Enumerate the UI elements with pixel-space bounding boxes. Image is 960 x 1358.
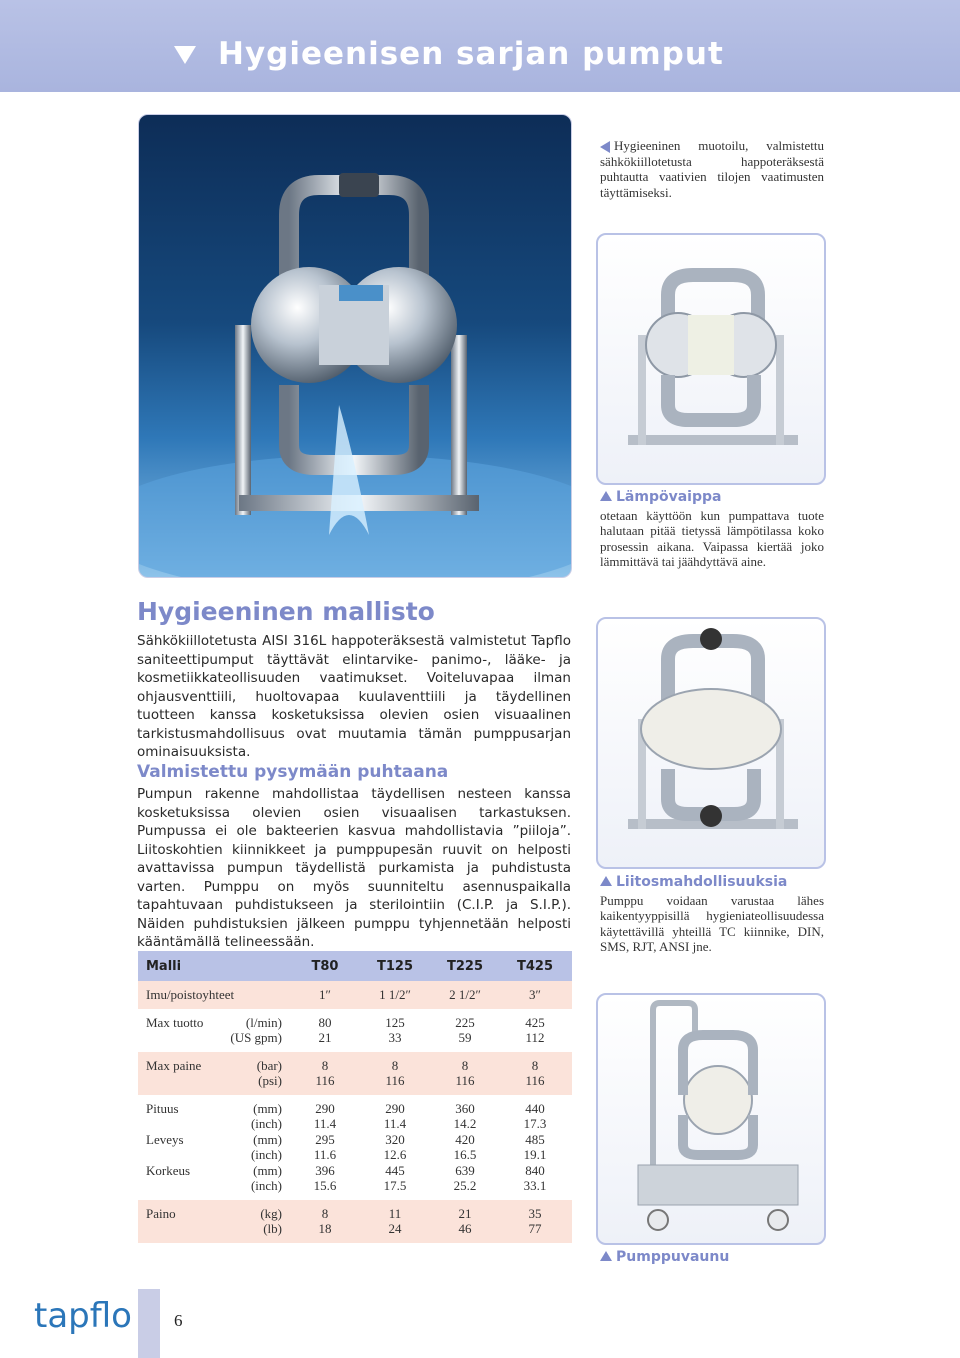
pump-photo-cart <box>596 993 826 1245</box>
footer-accent-bar <box>138 1289 160 1358</box>
column-header-model: Malli <box>146 958 182 974</box>
unit-label: (bar) <box>256 1057 282 1073</box>
triangle-down-icon <box>174 46 196 64</box>
triangle-up-icon <box>600 491 612 501</box>
table-cell: 295 <box>315 1131 335 1147</box>
table-row <box>138 1116 572 1132</box>
caption-text: Pumppu voidaan varustaa lähes kaikentyyppisillä hygieniateollisuudessa käytettävillä yhteillä TC kiinnike, DIN, SMS, RJT, ANSI jne. <box>600 892 824 954</box>
section-title-hygienic-range: Hygieeninen mallisto <box>137 597 435 626</box>
table-cell: 1″ <box>319 987 331 1002</box>
table-row <box>138 1147 572 1163</box>
table-cell: 485 <box>525 1131 545 1147</box>
table-cell: 445 <box>385 1162 405 1178</box>
row-label: Max paine <box>146 1057 202 1073</box>
row-label <box>138 1073 230 1089</box>
table-row-group <box>138 981 572 1009</box>
row-label <box>138 1116 230 1132</box>
table-cell: 112 <box>525 1030 545 1045</box>
pump-photo-heating-jacket <box>596 233 826 485</box>
row-label: Imu/poistoyhteet <box>146 987 235 1002</box>
table-row-group <box>138 1095 572 1200</box>
caption-title <box>600 875 824 891</box>
table-row <box>138 1206 572 1222</box>
row-label <box>138 1221 230 1237</box>
unit-label: (US gpm) <box>230 1030 282 1045</box>
table-cell: 225 <box>455 1014 475 1030</box>
table-cell: 16.5 <box>453 1147 477 1162</box>
table-cell: 77 <box>528 1221 542 1236</box>
unit-label: (kg) <box>260 1205 282 1221</box>
table-cell: 17.5 <box>383 1178 407 1193</box>
table-cell: 21 <box>458 1205 472 1221</box>
unit-label: (lb) <box>263 1221 282 1236</box>
table-cell: 320 <box>385 1131 405 1147</box>
page-number: 6 <box>174 1311 183 1330</box>
table-cell: 440 <box>525 1100 545 1116</box>
table-cell: 396 <box>315 1162 335 1178</box>
row-label <box>138 1178 230 1194</box>
table-cell: 8 <box>391 1057 399 1073</box>
table-cell: 116 <box>525 1073 545 1088</box>
table-cell: 19.1 <box>523 1147 547 1162</box>
table-cell: 360 <box>455 1100 475 1116</box>
table-row <box>138 1030 572 1046</box>
table-cell: 840 <box>525 1162 545 1178</box>
table-cell: 33.1 <box>523 1178 547 1193</box>
caption-title-text: Liitosmahdollisuuksia <box>616 874 788 890</box>
table-cell: 24 <box>388 1221 402 1236</box>
table-cell: 59 <box>458 1030 472 1045</box>
row-label: Pituus <box>146 1100 179 1116</box>
table-cell: 35 <box>528 1205 542 1221</box>
table-cell: 11.4 <box>313 1116 337 1131</box>
table-cell: 2 1/2″ <box>449 987 481 1002</box>
caption-text: Hygieeninen muotoilu, valmistettu sähkökiillotetusta happoteräksestä puhtautta vaativien tilojen vaatimusten täyttämiseksi. <box>600 138 824 200</box>
table-body <box>138 981 572 1243</box>
table-cell: 33 <box>388 1030 402 1045</box>
triangle-up-icon <box>600 876 612 886</box>
table-row <box>138 1101 572 1117</box>
specifications-table <box>138 951 572 1243</box>
unit-label: (inch) <box>250 1147 282 1162</box>
row-label <box>138 1147 230 1163</box>
table-row <box>138 1015 572 1031</box>
table-cell: 11.4 <box>383 1116 407 1131</box>
unit-label: (inch) <box>250 1178 282 1193</box>
table-row <box>138 1058 572 1074</box>
table-cell: 290 <box>315 1100 335 1116</box>
table-cell: 11 <box>388 1205 402 1221</box>
table-row <box>138 1073 572 1089</box>
table-cell: 12.6 <box>383 1147 407 1162</box>
table-cell: 8 <box>321 1205 329 1221</box>
caption-title <box>600 490 824 506</box>
unit-label <box>230 987 290 1003</box>
triangle-up-icon <box>600 1251 612 1261</box>
caption-title-text: Lämpövaippa <box>616 489 722 505</box>
heating-jacket-pump-illustration <box>598 235 824 483</box>
table-cell: 15.6 <box>313 1178 337 1193</box>
table-cell: 1 1/2″ <box>379 987 411 1002</box>
unit-label: (inch) <box>250 1116 282 1131</box>
caption-text: otetaan käyttöön kun pumpattava tuote halutaan pitää tietyssä lämpötilassa koko prosessin aikana. Vaipassa kiertää joko lämmittävä tai jäähdyttävä aine. <box>600 507 824 569</box>
pump-photo-connections <box>596 617 826 869</box>
table-cell: 116 <box>315 1073 335 1088</box>
caption-hygienic-design <box>600 138 824 200</box>
table-cell: 425 <box>525 1014 545 1030</box>
table-cell: 25.2 <box>453 1178 477 1193</box>
table-cell: 17.3 <box>523 1116 547 1131</box>
caption-connections <box>600 875 824 955</box>
tapflo-logo: tapflo <box>34 1296 132 1336</box>
pump-cart-illustration <box>598 995 824 1243</box>
section-body-hygienic-range: Sähkökiillotetusta AISI 316L happoteräksestä valmistetut Tapflo saniteettipumput täyttävät elintarvike- panimo-, lääke- ja kosmetiikkateollisuuden vaatimukset. Voiteluvapaa ilman ohjausventtiili, huoltovapaa kuulaventtiili ja täydellinen tuotteen kanssa kosketuksissa olevien osien visuaalinen tarkistusmahdollisuus ovat muutamia tämän pumppusarjan ominaisuuksista. <box>137 633 571 760</box>
table-cell: 14.2 <box>453 1116 477 1131</box>
column-header-t125: T125 <box>376 958 413 974</box>
table-cell: 290 <box>385 1100 405 1116</box>
table-cell: 116 <box>455 1073 475 1088</box>
table-row <box>138 1132 572 1148</box>
table-cell: 80 <box>318 1014 332 1030</box>
column-header-t425: T425 <box>516 958 553 974</box>
table-cell: 116 <box>385 1073 405 1088</box>
table-row-group <box>138 1200 572 1243</box>
table-cell: 125 <box>385 1014 405 1030</box>
table-cell: 21 <box>318 1030 332 1045</box>
table-cell: 8 <box>461 1057 469 1073</box>
caption-title-text: Pumppuvaunu <box>616 1249 730 1265</box>
connections-pump-illustration <box>598 619 824 867</box>
table-cell: 8 <box>321 1057 329 1073</box>
row-label: Leveys <box>146 1131 184 1147</box>
table-row-group <box>138 1009 572 1052</box>
table-header-row <box>138 951 572 981</box>
caption-title <box>600 1250 824 1266</box>
caption-heating-jacket <box>600 490 824 570</box>
page-title: Hygieenisen sarjan pumput <box>218 36 724 72</box>
row-label <box>138 1030 230 1046</box>
unit-label: (mm) <box>253 1100 282 1116</box>
table-row <box>138 1178 572 1194</box>
table-row <box>138 987 572 1003</box>
table-cell: 420 <box>455 1131 475 1147</box>
row-label: Max tuotto <box>146 1014 204 1030</box>
table-cell: 11.6 <box>313 1147 337 1162</box>
caption-cart <box>600 1250 824 1268</box>
column-header-t225: T225 <box>446 958 483 974</box>
table-row <box>138 1163 572 1179</box>
table-cell: 3″ <box>529 987 541 1002</box>
pump-photo-main <box>138 114 572 578</box>
row-label: Korkeus <box>146 1162 191 1178</box>
section-title-stays-clean: Valmistettu pysymään puhtaana <box>137 762 449 782</box>
unit-label: (l/min) <box>245 1014 282 1030</box>
pump-illustration <box>139 115 571 577</box>
triangle-left-icon <box>600 141 610 153</box>
unit-label: (mm) <box>253 1162 282 1178</box>
section-body-stays-clean: Pumpun rakenne mahdollistaa täydellisen nesteen kanssa kosketuksissa olevien osien visuaalisen tarkastuksen. Pumpussa ei ole bakteerien kasvua mahdollistavia ”piiloja”. Liitoskohtien kiinnikkeet ja pumppupesän ruuvit on helposti avattavissa pumpun täydellistä purkamista ja puhdistusta varten. Pumppu on myös suunniteltu asennuspaikalla tapahtuvaan puhdistukseen ja sterilointiin (C.I.P. ja S.I.P.). Näiden puhdistuksien jälkeen pumppu tyhjennetään helposti kääntämällä telineessään. <box>137 786 571 950</box>
table-row <box>138 1221 572 1237</box>
table-cell: 46 <box>458 1221 472 1236</box>
row-label: Paino <box>146 1205 176 1221</box>
unit-label: (psi) <box>258 1073 282 1088</box>
table-cell: 18 <box>318 1221 332 1236</box>
table-cell: 8 <box>531 1057 539 1073</box>
page-header <box>0 0 960 92</box>
table-row-group <box>138 1052 572 1095</box>
column-header-t80: T80 <box>311 958 339 974</box>
unit-label: (mm) <box>253 1131 282 1147</box>
table-cell: 639 <box>455 1162 475 1178</box>
